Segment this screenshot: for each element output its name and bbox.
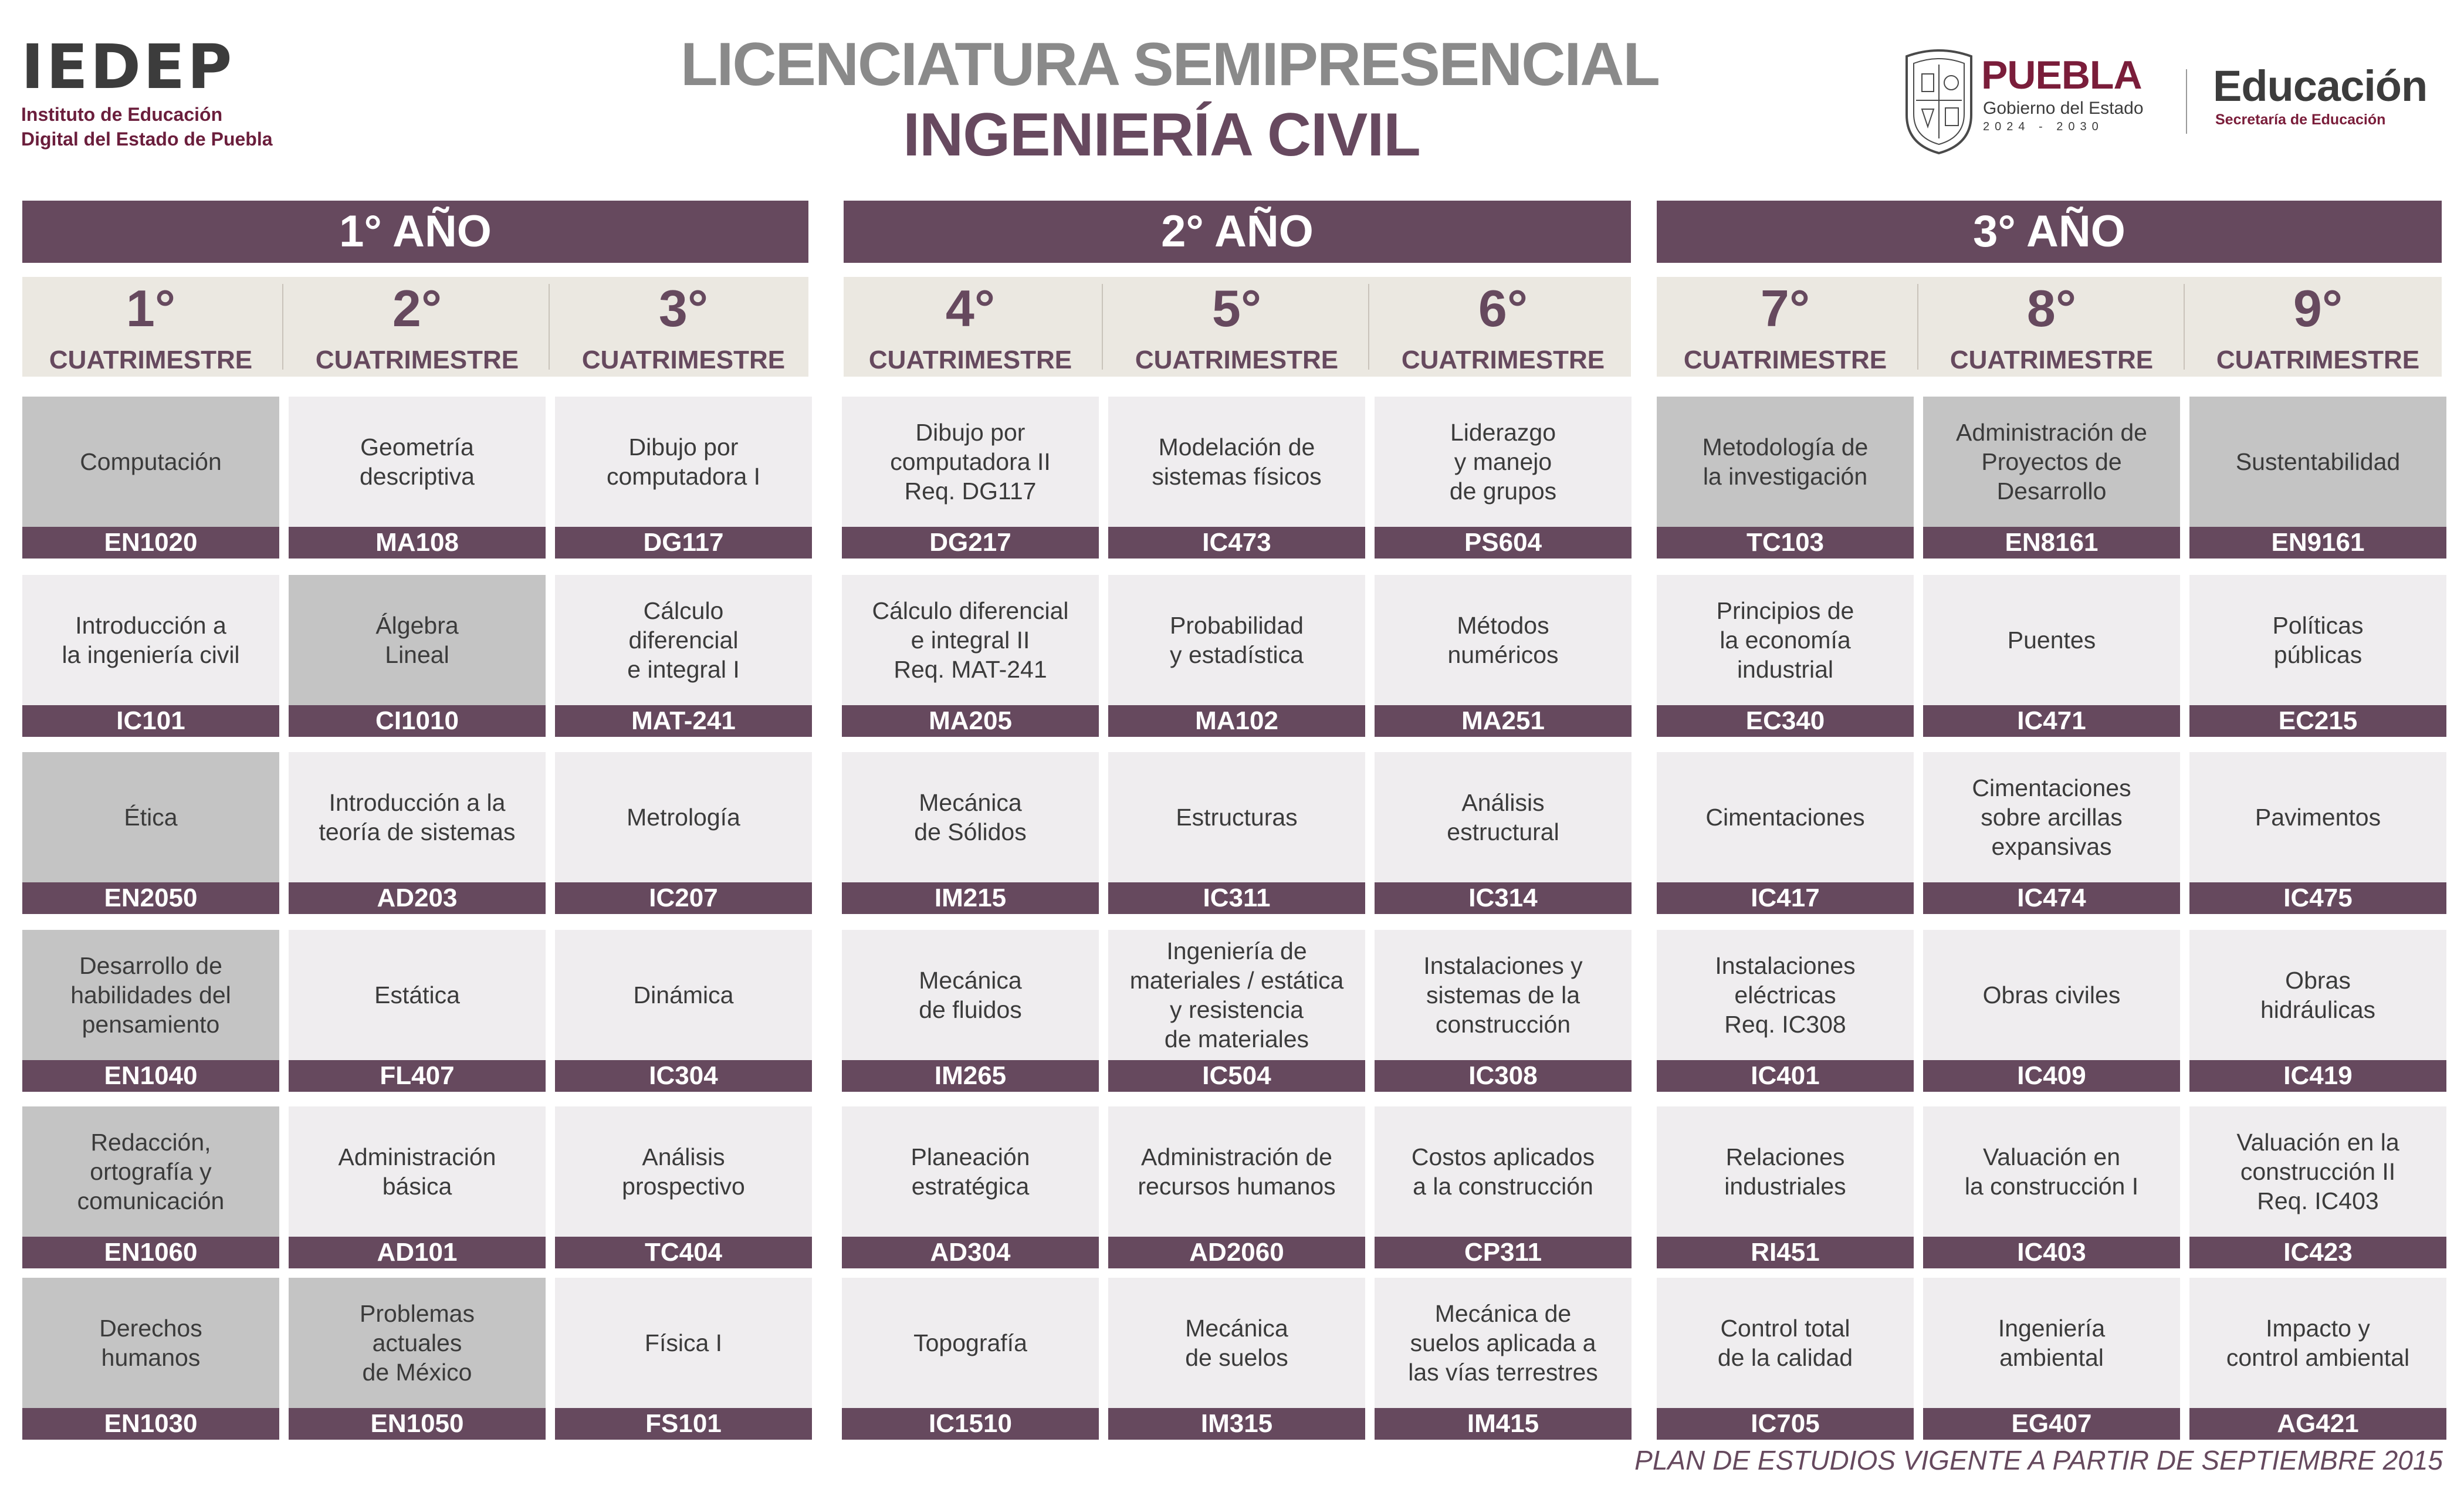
course-card bbox=[22, 575, 279, 737]
cuatrimestre-header-3 bbox=[555, 277, 812, 377]
course-name: Mecánica de fluidos bbox=[842, 930, 1099, 1060]
year-band-1: 1° AÑO bbox=[22, 201, 808, 263]
cuatrimestre-header-7 bbox=[1657, 277, 1914, 377]
course-code: IC417 bbox=[1657, 882, 1914, 914]
course-code: EN1050 bbox=[289, 1408, 546, 1440]
course-code: IC471 bbox=[1923, 705, 2180, 737]
course-code: FS101 bbox=[555, 1408, 812, 1440]
course-name: Dinámica bbox=[555, 930, 812, 1060]
course-card bbox=[1923, 752, 2180, 914]
course-code: EG407 bbox=[1923, 1408, 2180, 1440]
course-card bbox=[555, 575, 812, 737]
logo-divider bbox=[2186, 69, 2187, 134]
course-name: Modelación de sistemas físicos bbox=[1108, 397, 1365, 527]
course-code: TC404 bbox=[555, 1237, 812, 1268]
course-code: IC401 bbox=[1657, 1060, 1914, 1092]
course-name: Políticas públicas bbox=[2189, 575, 2446, 705]
cuatrimestre-label: CUATRIMESTRE bbox=[868, 346, 1072, 374]
course-code: IC207 bbox=[555, 882, 812, 914]
course-name: Sustentabilidad bbox=[2189, 397, 2446, 527]
cuatrimestre-number: 5° bbox=[1211, 279, 1262, 337]
program-name-title: INGENIERÍA CIVIL bbox=[903, 101, 1420, 169]
course-name: Análisis estructural bbox=[1375, 752, 1632, 882]
course-name: Administración básica bbox=[289, 1106, 546, 1237]
course-code: EN1020 bbox=[22, 527, 279, 559]
cuatrimestre-label: CUATRIMESTRE bbox=[2216, 346, 2420, 374]
course-card bbox=[1657, 1278, 1914, 1440]
course-card bbox=[1108, 397, 1365, 559]
cuatrimestre-number: 3° bbox=[658, 279, 709, 337]
iedep-logo-subtitle-2: Digital del Estado de Puebla bbox=[21, 128, 273, 150]
course-code: EN9161 bbox=[2189, 527, 2446, 559]
course-code: IC705 bbox=[1657, 1408, 1914, 1440]
course-name: Mecánica de suelos bbox=[1108, 1278, 1365, 1408]
course-card bbox=[1375, 1278, 1632, 1440]
course-name: Valuación en la construcción II Req. IC403 bbox=[2189, 1106, 2446, 1237]
course-code: IC409 bbox=[1923, 1060, 2180, 1092]
course-name: Pavimentos bbox=[2189, 752, 2446, 882]
course-code: IM415 bbox=[1375, 1408, 1632, 1440]
course-code: IM265 bbox=[842, 1060, 1099, 1092]
cuatrimestre-number: 7° bbox=[1760, 279, 1810, 337]
course-card bbox=[555, 930, 812, 1092]
course-card bbox=[2189, 930, 2446, 1092]
course-name: Valuación en la construcción I bbox=[1923, 1106, 2180, 1237]
course-code: IC504 bbox=[1108, 1060, 1365, 1092]
course-name: Instalaciones y sistemas de la construcción bbox=[1375, 930, 1632, 1060]
course-code: IC423 bbox=[2189, 1237, 2446, 1268]
course-name: Geometría descriptiva bbox=[289, 397, 546, 527]
cuatrimestre-header-5 bbox=[1108, 277, 1365, 377]
educacion-logo-text: Educación bbox=[2213, 62, 2428, 110]
course-card bbox=[2189, 397, 2446, 559]
course-code: IM315 bbox=[1108, 1408, 1365, 1440]
cuatrimestre-label: CUATRIMESTRE bbox=[1683, 346, 1887, 374]
puebla-coat-of-arms-icon bbox=[1901, 45, 1977, 156]
course-name: Cimentaciones sobre arcillas expansivas bbox=[1923, 752, 2180, 882]
course-name: Mecánica de suelos aplicada a las vías terrestres bbox=[1375, 1278, 1632, 1408]
course-code: MAT-241 bbox=[555, 705, 812, 737]
course-card bbox=[842, 930, 1099, 1092]
course-card bbox=[289, 1278, 546, 1440]
cuatrimestre-divider bbox=[2184, 284, 2185, 370]
secretaria-logo-text: Secretaría de Educación bbox=[2215, 111, 2386, 128]
cuatrimestre-label: CUATRIMESTRE bbox=[1401, 346, 1605, 374]
course-card bbox=[555, 397, 812, 559]
course-code: FL407 bbox=[289, 1060, 546, 1092]
course-code: IC403 bbox=[1923, 1237, 2180, 1268]
cuatrimestre-number: 6° bbox=[1478, 279, 1528, 337]
course-card bbox=[1923, 1278, 2180, 1440]
cuatrimestre-header-9 bbox=[2189, 277, 2446, 377]
course-name: Puentes bbox=[1923, 575, 2180, 705]
course-code: DG217 bbox=[842, 527, 1099, 559]
course-card bbox=[842, 575, 1099, 737]
course-name: Ética bbox=[22, 752, 279, 882]
cuatrimestre-divider bbox=[549, 284, 550, 370]
course-card bbox=[1657, 930, 1914, 1092]
iedep-logo bbox=[21, 31, 273, 151]
course-card bbox=[842, 397, 1099, 559]
course-card bbox=[2189, 1278, 2446, 1440]
course-name: Cimentaciones bbox=[1657, 752, 1914, 882]
course-card bbox=[22, 1106, 279, 1268]
course-card bbox=[1375, 397, 1632, 559]
year-band-2: 2° AÑO bbox=[844, 201, 1631, 263]
course-code: PS604 bbox=[1375, 527, 1632, 559]
course-card bbox=[2189, 752, 2446, 914]
course-code: AD203 bbox=[289, 882, 546, 914]
course-code: MA205 bbox=[842, 705, 1099, 737]
course-name: Desarrollo de habilidades del pensamiento bbox=[22, 930, 279, 1060]
course-code: EN1060 bbox=[22, 1237, 279, 1268]
course-code: IC474 bbox=[1923, 882, 2180, 914]
course-name: Principios de la economía industrial bbox=[1657, 575, 1914, 705]
cuatrimestre-header-6 bbox=[1375, 277, 1632, 377]
course-name: Ingeniería de materiales / estática y resistencia de materiales bbox=[1108, 930, 1365, 1060]
course-code: AD101 bbox=[289, 1237, 546, 1268]
course-name: Probabilidad y estadística bbox=[1108, 575, 1365, 705]
course-code: TC103 bbox=[1657, 527, 1914, 559]
course-name: Obras civiles bbox=[1923, 930, 2180, 1060]
course-code: IC475 bbox=[2189, 882, 2446, 914]
course-name: Instalaciones eléctricas Req. IC308 bbox=[1657, 930, 1914, 1060]
cuatrimestre-header-2 bbox=[289, 277, 546, 377]
course-code: MA102 bbox=[1108, 705, 1365, 737]
course-card bbox=[22, 930, 279, 1092]
course-card bbox=[22, 1278, 279, 1440]
course-name: Costos aplicados a la construcción bbox=[1375, 1106, 1632, 1237]
course-card bbox=[22, 397, 279, 559]
course-card bbox=[289, 752, 546, 914]
course-card bbox=[289, 1106, 546, 1268]
course-card bbox=[2189, 575, 2446, 737]
course-card bbox=[1375, 752, 1632, 914]
course-name: Control total de la calidad bbox=[1657, 1278, 1914, 1408]
course-card bbox=[1657, 752, 1914, 914]
course-code: CP311 bbox=[1375, 1237, 1632, 1268]
course-card bbox=[1108, 752, 1365, 914]
course-card bbox=[289, 397, 546, 559]
course-name: Ingeniería ambiental bbox=[1923, 1278, 2180, 1408]
course-code: IC308 bbox=[1375, 1060, 1632, 1092]
government-logos bbox=[1901, 41, 2452, 158]
course-name: Planeación estratégica bbox=[842, 1106, 1099, 1237]
plan-footer-note: PLAN DE ESTUDIOS VIGENTE A PARTIR DE SEPTIEMBRE 2015 bbox=[1634, 1445, 2443, 1475]
cuatrimestre-number: 8° bbox=[2026, 279, 2077, 337]
course-name: Topografía bbox=[842, 1278, 1099, 1408]
course-code: EC340 bbox=[1657, 705, 1914, 737]
course-name: Introducción a la ingeniería civil bbox=[22, 575, 279, 705]
course-code: AG421 bbox=[2189, 1408, 2446, 1440]
course-card bbox=[842, 1278, 1099, 1440]
program-type-title: LICENCIATURA SEMIPRESENCIAL bbox=[681, 31, 1659, 99]
cuatrimestre-divider bbox=[1917, 284, 1918, 370]
course-code: IC473 bbox=[1108, 527, 1365, 559]
course-card bbox=[842, 752, 1099, 914]
course-code: EN8161 bbox=[1923, 527, 2180, 559]
course-card bbox=[1657, 397, 1914, 559]
course-card bbox=[1923, 397, 2180, 559]
course-code: IM215 bbox=[842, 882, 1099, 914]
course-card bbox=[1108, 930, 1365, 1092]
course-name: Metodología de la investigación bbox=[1657, 397, 1914, 527]
course-code: IC311 bbox=[1108, 882, 1365, 914]
cuatrimestre-header-4 bbox=[842, 277, 1099, 377]
course-name: Impacto y control ambiental bbox=[2189, 1278, 2446, 1408]
course-card bbox=[1108, 1106, 1365, 1268]
year-band-3: 3° AÑO bbox=[1657, 201, 2442, 263]
course-card bbox=[555, 752, 812, 914]
course-code: IC1510 bbox=[842, 1408, 1099, 1440]
course-code: IC304 bbox=[555, 1060, 812, 1092]
course-code: EN2050 bbox=[22, 882, 279, 914]
course-name: Derechos humanos bbox=[22, 1278, 279, 1408]
cuatrimestre-divider bbox=[1368, 284, 1369, 370]
iedep-logo-subtitle-1: Instituto de Educación bbox=[21, 104, 223, 125]
cuatrimestre-label: CUATRIMESTRE bbox=[581, 346, 786, 374]
cuatrimestre-header-1 bbox=[22, 277, 279, 377]
gobierno-logo-text: Gobierno del Estado bbox=[1983, 99, 2144, 118]
course-name: Metrología bbox=[555, 752, 812, 882]
course-name: Administración de recursos humanos bbox=[1108, 1106, 1365, 1237]
course-card bbox=[1375, 575, 1632, 737]
course-code: IC101 bbox=[22, 705, 279, 737]
course-card bbox=[289, 930, 546, 1092]
cuatrimestre-divider bbox=[1102, 284, 1103, 370]
course-name: Cálculo diferencial e integral I bbox=[555, 575, 812, 705]
course-name: Problemas actuales de México bbox=[289, 1278, 546, 1408]
course-code: AD304 bbox=[842, 1237, 1099, 1268]
course-code: CI1010 bbox=[289, 705, 546, 737]
course-name: Álgebra Lineal bbox=[289, 575, 546, 705]
course-name: Estática bbox=[289, 930, 546, 1060]
course-name: Estructuras bbox=[1108, 752, 1365, 882]
course-code: EN1040 bbox=[22, 1060, 279, 1092]
course-name: Análisis prospectivo bbox=[555, 1106, 812, 1237]
course-card bbox=[1108, 1278, 1365, 1440]
course-code: IC419 bbox=[2189, 1060, 2446, 1092]
course-card bbox=[1375, 1106, 1632, 1268]
course-name: Cálculo diferencial e integral II Req. MAT-241 bbox=[842, 575, 1099, 705]
course-card bbox=[842, 1106, 1099, 1268]
course-name: Obras hidráulicas bbox=[2189, 930, 2446, 1060]
cuatrimestre-label: CUATRIMESTRE bbox=[315, 346, 519, 374]
course-card bbox=[1657, 575, 1914, 737]
course-card bbox=[22, 752, 279, 914]
course-card bbox=[1923, 1106, 2180, 1268]
course-card bbox=[1108, 575, 1365, 737]
course-card bbox=[555, 1106, 812, 1268]
course-code: MA251 bbox=[1375, 705, 1632, 737]
cuatrimestre-header-8 bbox=[1923, 277, 2180, 377]
course-code: IC314 bbox=[1375, 882, 1632, 914]
cuatrimestre-number: 4° bbox=[945, 279, 996, 337]
course-name: Mecánica de Sólidos bbox=[842, 752, 1099, 882]
course-code: DG117 bbox=[555, 527, 812, 559]
cuatrimestre-divider bbox=[282, 284, 283, 370]
cuatrimestre-number: 9° bbox=[2293, 279, 2343, 337]
course-name: Métodos numéricos bbox=[1375, 575, 1632, 705]
course-name: Computación bbox=[22, 397, 279, 527]
course-code: MA108 bbox=[289, 527, 546, 559]
puebla-logo-text: PUEBLA bbox=[1981, 53, 2142, 97]
course-card bbox=[289, 575, 546, 737]
course-code: AD2060 bbox=[1108, 1237, 1365, 1268]
course-name: Física I bbox=[555, 1278, 812, 1408]
iedep-logo-text: IEDEP bbox=[21, 31, 235, 103]
course-name: Dibujo por computadora I bbox=[555, 397, 812, 527]
cuatrimestre-label: CUATRIMESTRE bbox=[49, 346, 253, 374]
cuatrimestre-number: 2° bbox=[392, 279, 442, 337]
course-card bbox=[1375, 930, 1632, 1092]
course-name: Introducción a la teoría de sistemas bbox=[289, 752, 546, 882]
course-card bbox=[1923, 930, 2180, 1092]
cuatrimestre-label: CUATRIMESTRE bbox=[1949, 346, 2154, 374]
course-name: Administración de Proyectos de Desarrollo bbox=[1923, 397, 2180, 527]
course-code: EN1030 bbox=[22, 1408, 279, 1440]
cuatrimestre-label: CUATRIMESTRE bbox=[1135, 346, 1339, 374]
course-name: Redacción, ortografía y comunicación bbox=[22, 1106, 279, 1237]
course-code: EC215 bbox=[2189, 705, 2446, 737]
course-card bbox=[1657, 1106, 1914, 1268]
cuatrimestre-number: 1° bbox=[126, 279, 176, 337]
course-card bbox=[2189, 1106, 2446, 1268]
course-name: Liderazgo y manejo de grupos bbox=[1375, 397, 1632, 527]
course-card bbox=[555, 1278, 812, 1440]
government-term-years: 2024 - 2030 bbox=[1983, 120, 2104, 133]
course-code: RI451 bbox=[1657, 1237, 1914, 1268]
course-name: Dibujo por computadora II Req. DG117 bbox=[842, 397, 1099, 527]
course-name: Relaciones industriales bbox=[1657, 1106, 1914, 1237]
course-card bbox=[1923, 575, 2180, 737]
